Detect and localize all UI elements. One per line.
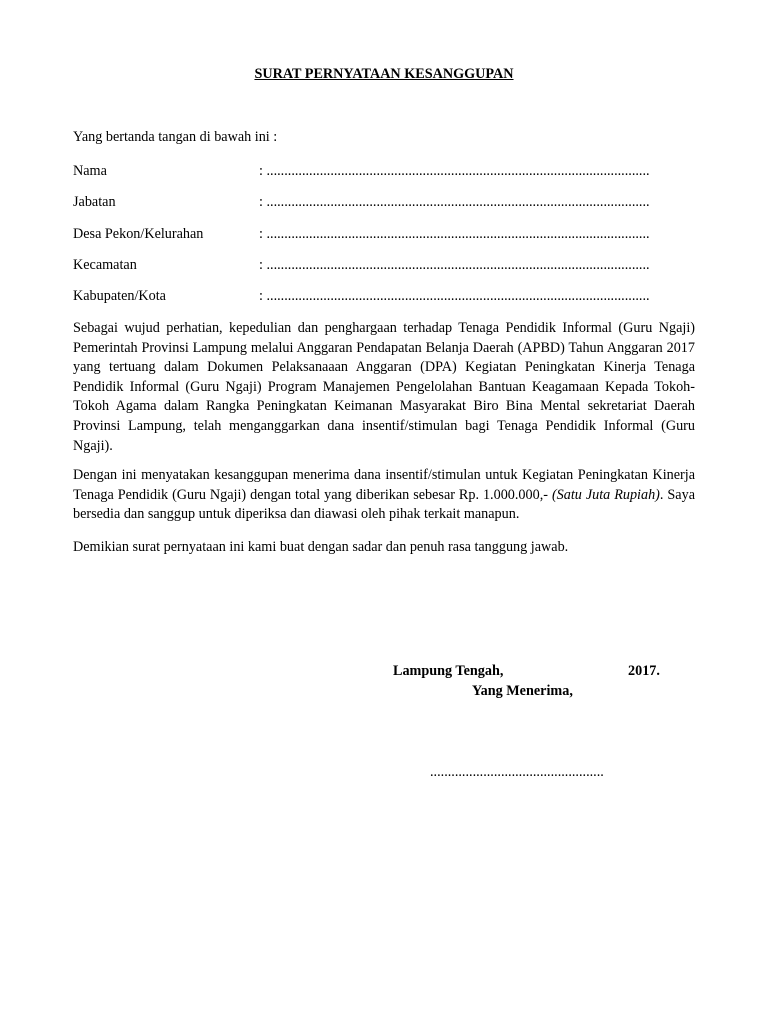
field-row-nama xyxy=(73,163,695,183)
statement-amount-words: (Satu Juta Rupiah) xyxy=(551,486,660,503)
field-row-kecamatan xyxy=(73,257,695,277)
signature-receiver-label: Yang Menerima, xyxy=(472,683,573,699)
document-title: SURAT PERNYATAAN KESANGGUPAN xyxy=(254,66,514,82)
paragraph-statement xyxy=(73,466,695,525)
field-row-jabatan xyxy=(73,194,695,214)
intro-text: Yang bertanda tangan di bawah ini : xyxy=(73,129,278,145)
field-label: Nama xyxy=(73,163,107,179)
signature-dotted-line: ................................................. xyxy=(430,764,604,780)
field-dotted-line: : ............................................................................................................ xyxy=(259,194,650,210)
field-label: Kabupaten/Kota xyxy=(73,288,166,304)
field-dotted-line: : ............................................................................................................ xyxy=(259,288,650,304)
field-dotted-line: : ............................................................................................................ xyxy=(259,257,650,273)
field-label: Desa Pekon/Kelurahan xyxy=(73,226,204,242)
field-row-desa xyxy=(73,226,695,246)
signature-place: Lampung Tengah, xyxy=(393,663,504,679)
statement-text-1: Dengan ini menyatakan kesanggupan menerima dana insentif/stimulan untuk Kegiatan Peningkatan Kinerja Tenaga Pendidik (Guru Ngaji) dengan total yang diberikan sebesar Rp. 1.000.000,- xyxy=(73,467,695,503)
field-dotted-line: : ............................................................................................................ xyxy=(259,163,650,179)
signature-year: 2017. xyxy=(628,663,660,679)
paragraph-background: Sebagai wujud perhatian, kepedulian dan penghargaan terhadap Tenaga Pendidik Informal (Guru Ngaji) Pemerintah Provinsi Lampung melalui Anggaran Pendapatan Belanja Daerah (APBD) Tahun Anggaran 2017 yang tertuang dalam Dokumen Pelaksanaaan Anggaran (DPA) Kegiatan Peningkatan Kinerja Tenaga Pendidik Informal (Guru Ngaji) Program Manajemen Pengelolahan Bantuan Keagamaan Kepada Tokoh-Tokoh Agama dalam Rangka Peningkatan Keimanan Masyarakat Biro Bina Mental sekretariat Daerah Provinsi Lampung, telah menganggarkan dana insentif/stimulan bagi Tenaga Pendidik Informal (Guru Ngaji). xyxy=(73,320,695,454)
field-label: Jabatan xyxy=(73,194,116,210)
paragraph-closing: Demikian surat pernyataan ini kami buat dengan sadar dan penuh rasa tanggung jawab. xyxy=(73,539,569,555)
field-label: Kecamatan xyxy=(73,257,137,273)
field-row-kabupaten xyxy=(73,288,695,308)
field-dotted-line: : ............................................................................................................ xyxy=(259,226,650,242)
statement-text-2: . Saya bersedia dan sanggup untuk diperiksa dan diawasi oleh pihak terkait manapun. xyxy=(73,486,695,523)
